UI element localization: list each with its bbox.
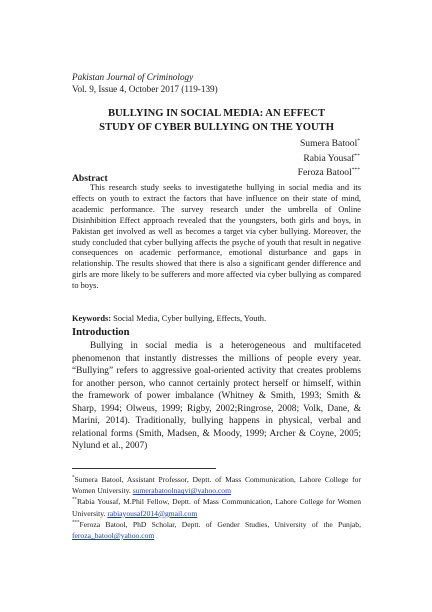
author-3	[298, 166, 360, 181]
author-1	[298, 137, 360, 152]
author-name: Feroza Batool	[297, 167, 352, 178]
paper-title: BULLYING IN SOCIAL MEDIA: AN EFFECT STUDY OF CYBER BULLYING ON THE YOUTH	[99, 108, 334, 133]
keywords-text: Social Media, Cyber bullying, Effects, Youth.	[111, 314, 267, 323]
footnote-text: Feroza Batool, PhD Scholar, Deptt. of Gender Studies, University of the Punjab,	[79, 519, 361, 529]
abstract-body: This research study seeks to investigatethe bullying in social media and its effects on youth to extract the factors that have influence on their state of mind, academic performance. The survey research under the umbrella of Online Disinhibition Effect approach revealed that the youngsters, both girls and boys, in Pakistan get involved as well as becomes a target via cyber bullying. Moreover, the study concluded that cyber bullying affects the psyche of youth that result in negative consequences on academic performance, emotional disturbance and gaps in relationship. The results showed that there is also a significant gender difference and girls are more likely to be sufferers and more affected via cyber bullying as compared to boys.	[72, 183, 361, 291]
author-name: Rabia Yousaf	[303, 152, 355, 164]
footnote-text: Sumera Batool, Assistant Professor, Deptt. of Mass Communication, Lahore College for Women University.	[72, 475, 361, 496]
footnotes	[72, 474, 361, 541]
journal-name: Pakistan Journal of Criminology	[72, 72, 194, 82]
author-name: Sumera Batool	[299, 138, 358, 149]
email-link[interactable]: feroza_batool@yahoo.com	[72, 531, 155, 541]
footnote-mark: *	[72, 475, 75, 481]
author-mark: ***	[351, 166, 360, 173]
keywords-label: Keywords:	[72, 314, 112, 323]
author-2	[298, 152, 360, 167]
volume-info: Vol. 9, Issue 4, October 2017 (119-139)	[72, 84, 218, 94]
keywords	[72, 313, 266, 324]
footnote-mark: **	[72, 497, 77, 503]
introduction-heading: Introduction	[72, 327, 130, 338]
footnote-mark: ***	[72, 520, 80, 526]
email-link[interactable]: rabiayousaf2014@gmail.com	[107, 508, 198, 518]
footnote-1	[72, 474, 361, 496]
abstract-heading: Abstract	[72, 173, 108, 184]
footnote-2	[72, 496, 361, 518]
footnote-text: Rabia Yousaf, M.Phil Fellow, Deptt. of Mass Communication, Lahore College for Women University.	[72, 497, 361, 518]
author-list	[298, 137, 360, 181]
author-mark: *	[357, 137, 360, 144]
author-mark: **	[354, 152, 360, 159]
footnote-divider	[72, 468, 216, 469]
introduction-body: Bullying in social media is a heterogeneous and multifaceted phenomenon that instantly distresses the millions of people every year. “Bullying” refers to aggressive goal-oriented activity that creates problems for another person, who cannot certainly protect herself or himself, within the framework of power imbalance (Whitney & Smith, 1993; Smith & Sharp, 1994; Olweus, 1999; Rigby, 2002;Ringrose, 2008; Volk, Dane, & Marini, 2014). Traditionally, bullying happens in physical, verbal and relational forms (Smith, Madsen, & Moody, 1999; Archer & Coyne, 2005; Nylund et al., 2007)	[72, 341, 361, 451]
footnote-3	[72, 519, 361, 541]
email-link[interactable]: sumerabatoolnaqvi@yahoo.com	[132, 486, 232, 496]
